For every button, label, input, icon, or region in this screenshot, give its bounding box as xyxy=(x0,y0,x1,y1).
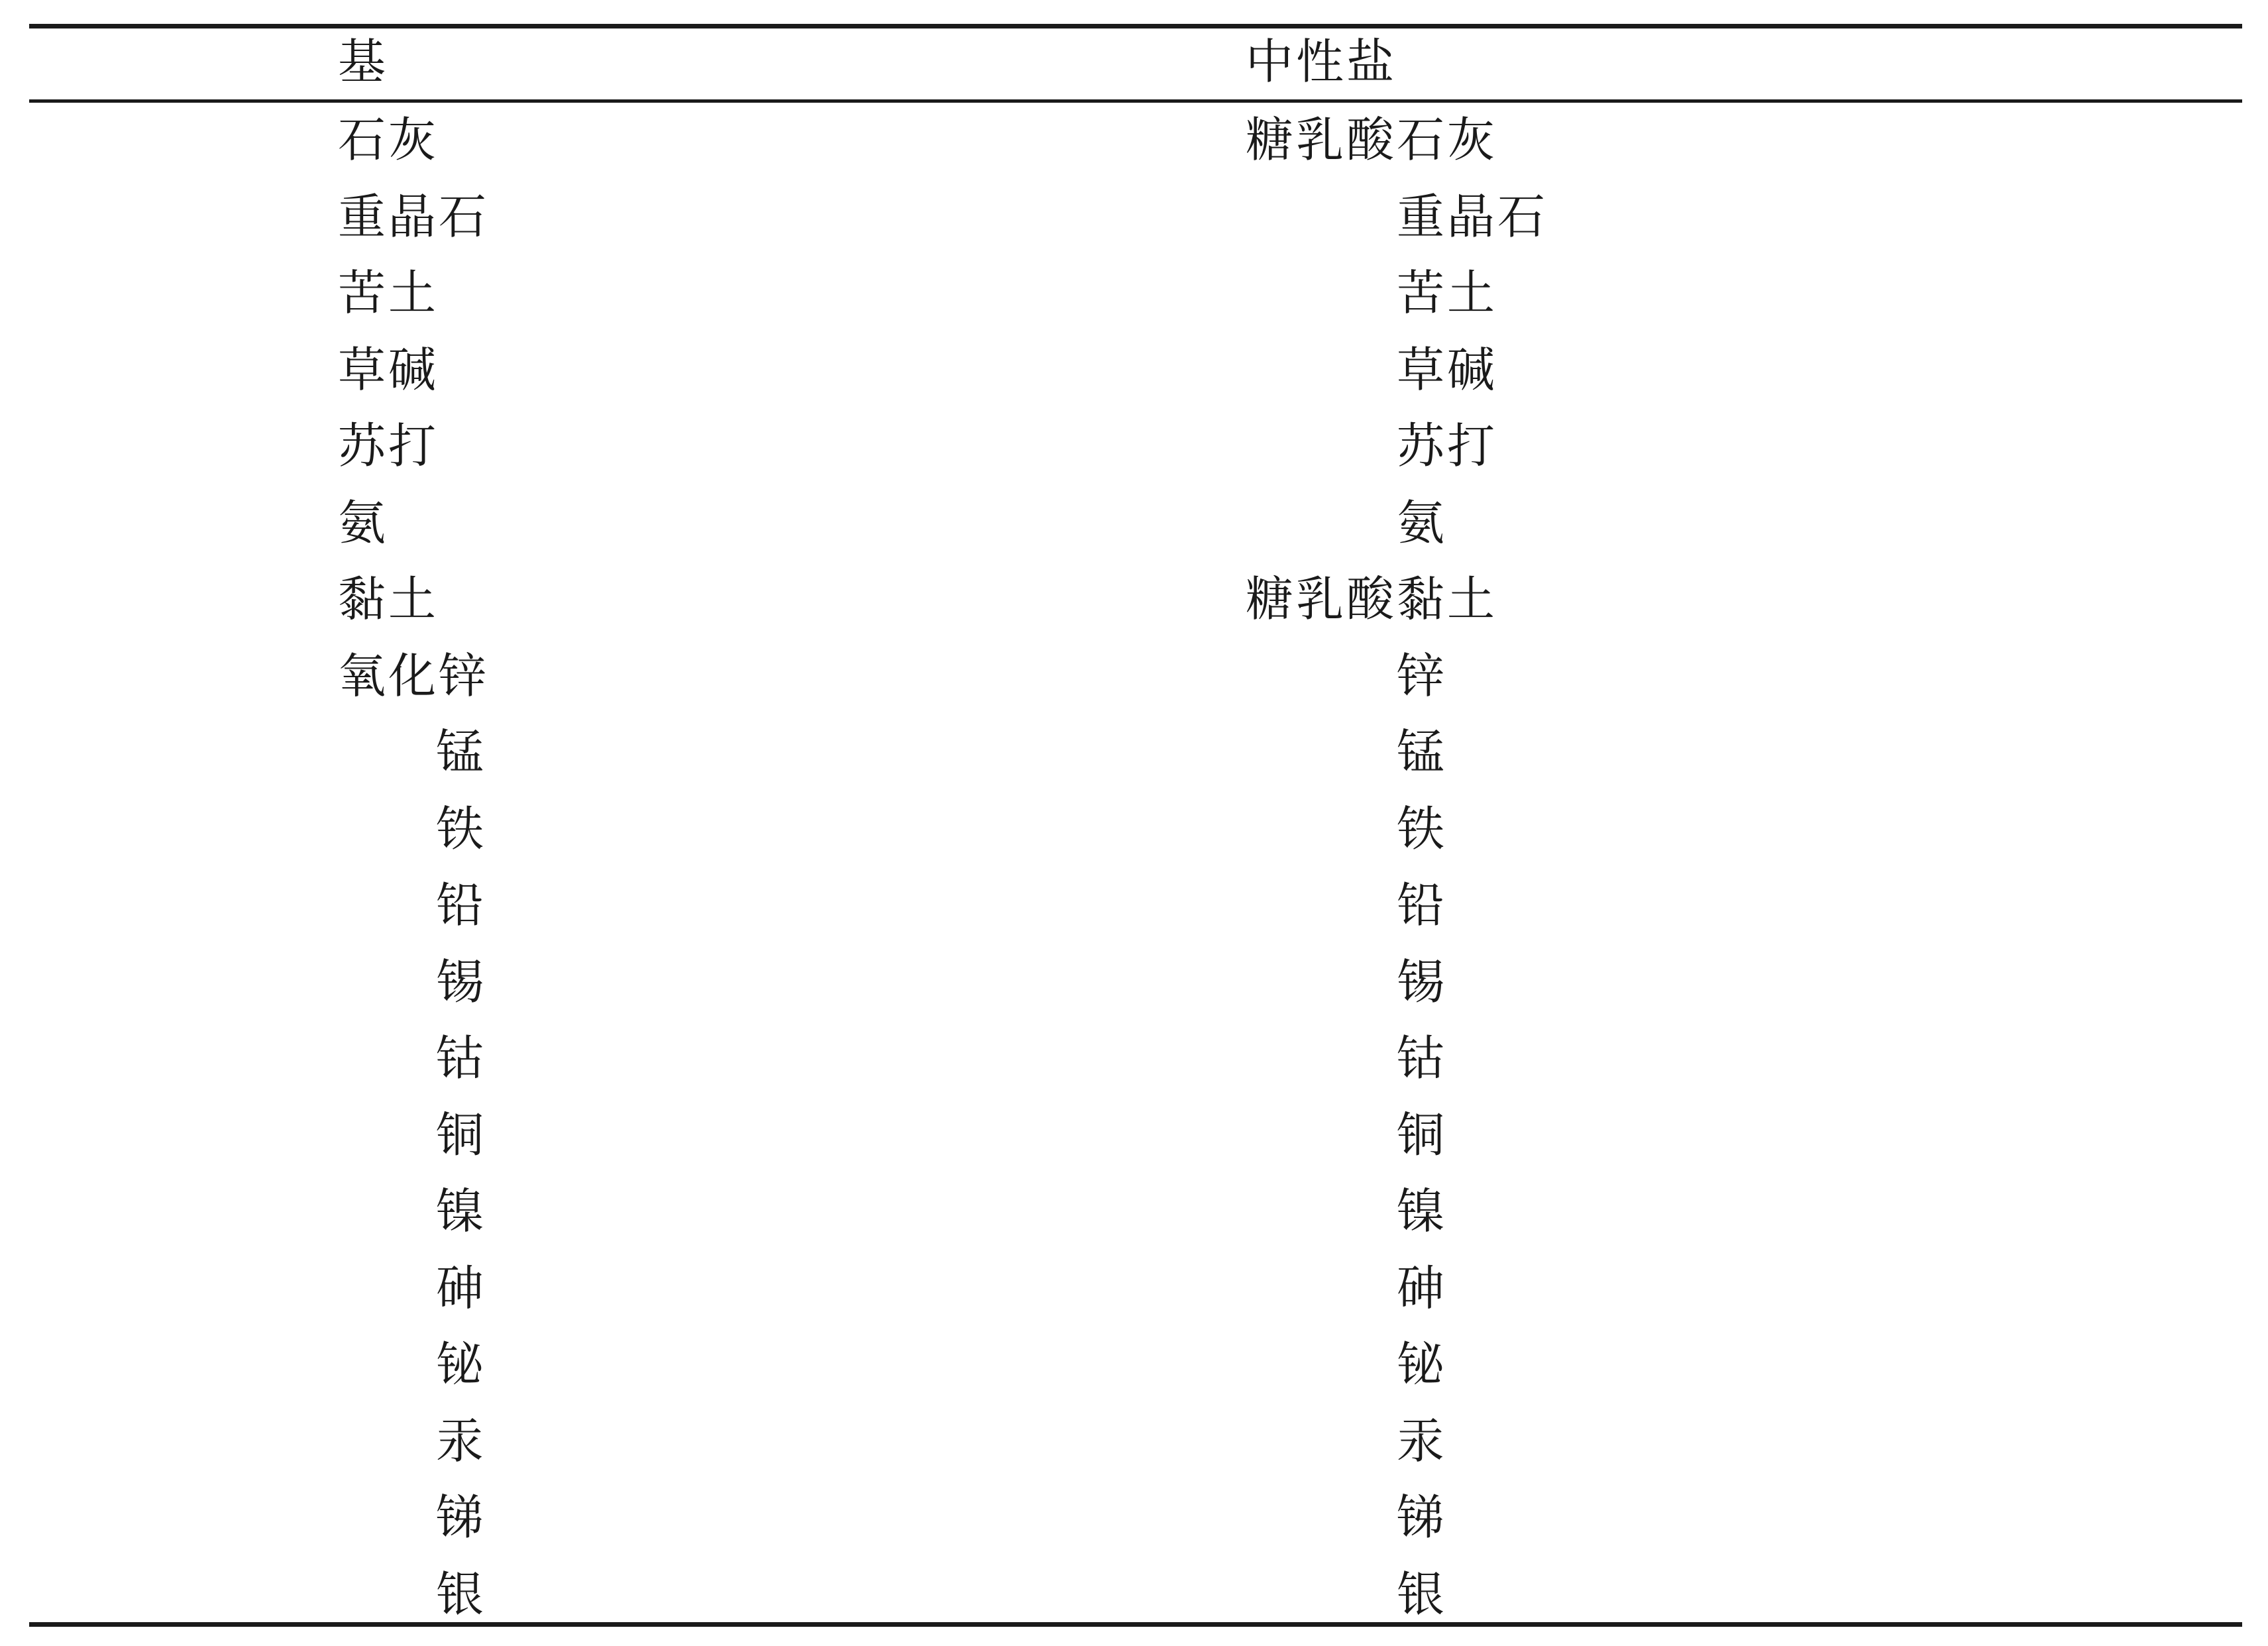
cell-neutral-salt: 锑 xyxy=(1397,1490,1448,1545)
cell-base: 草碱 xyxy=(338,341,439,398)
cell-base: 铁 xyxy=(436,800,487,857)
cell-neutral-salt: 糖乳酸石灰 xyxy=(1246,112,1498,168)
cell-neutral-salt: 钴 xyxy=(1397,1030,1448,1086)
cell-neutral-salt: 糖乳酸黏土 xyxy=(1246,571,1498,627)
cell-neutral-salt: 重晶石 xyxy=(1397,188,1548,245)
cell-neutral-salt: 镍 xyxy=(1397,1183,1448,1239)
header-neutral-salt: 中性盐 xyxy=(1246,34,1397,89)
cell-neutral-salt: 铁 xyxy=(1397,800,1448,857)
cell-neutral-salt: 氨 xyxy=(1397,494,1448,551)
cell-neutral-salt: 砷 xyxy=(1397,1260,1448,1316)
cell-base: 锡 xyxy=(436,954,487,1010)
cell-base: 铅 xyxy=(436,877,487,933)
cell-base: 镍 xyxy=(436,1183,487,1239)
cell-base: 氧化锌 xyxy=(338,647,490,704)
cell-base: 铋 xyxy=(436,1337,487,1392)
cell-neutral-salt: 锡 xyxy=(1397,954,1448,1010)
cell-neutral-salt: 草碱 xyxy=(1397,341,1498,398)
table-bottom-rule xyxy=(29,1622,2242,1627)
cell-base: 锑 xyxy=(436,1490,487,1545)
cell-base: 锰 xyxy=(436,724,487,780)
cell-neutral-salt: 铅 xyxy=(1397,877,1448,933)
table-top-rule xyxy=(29,24,2242,28)
cell-neutral-salt: 铋 xyxy=(1397,1337,1448,1392)
cell-base: 氨 xyxy=(338,494,389,551)
cell-base: 汞 xyxy=(436,1413,487,1469)
cell-base: 铜 xyxy=(436,1107,487,1163)
cell-neutral-salt: 银 xyxy=(1397,1566,1448,1622)
cell-base: 钴 xyxy=(436,1030,487,1086)
cell-neutral-salt: 汞 xyxy=(1397,1413,1448,1469)
cell-base: 黏土 xyxy=(338,571,439,627)
cell-base: 石灰 xyxy=(338,112,439,168)
cell-base: 银 xyxy=(436,1566,487,1622)
cell-neutral-salt: 锰 xyxy=(1397,724,1448,780)
cell-base: 重晶石 xyxy=(338,188,490,245)
cell-neutral-salt: 苏打 xyxy=(1397,418,1498,474)
cell-neutral-salt: 铜 xyxy=(1397,1107,1448,1163)
table-header-rule xyxy=(29,99,2242,103)
cell-base: 苦土 xyxy=(338,265,439,321)
header-base: 基 xyxy=(338,34,389,89)
cell-neutral-salt: 锌 xyxy=(1397,647,1448,704)
cell-neutral-salt: 苦土 xyxy=(1397,265,1498,321)
cell-base: 砷 xyxy=(436,1260,487,1316)
cell-base: 苏打 xyxy=(338,418,439,474)
